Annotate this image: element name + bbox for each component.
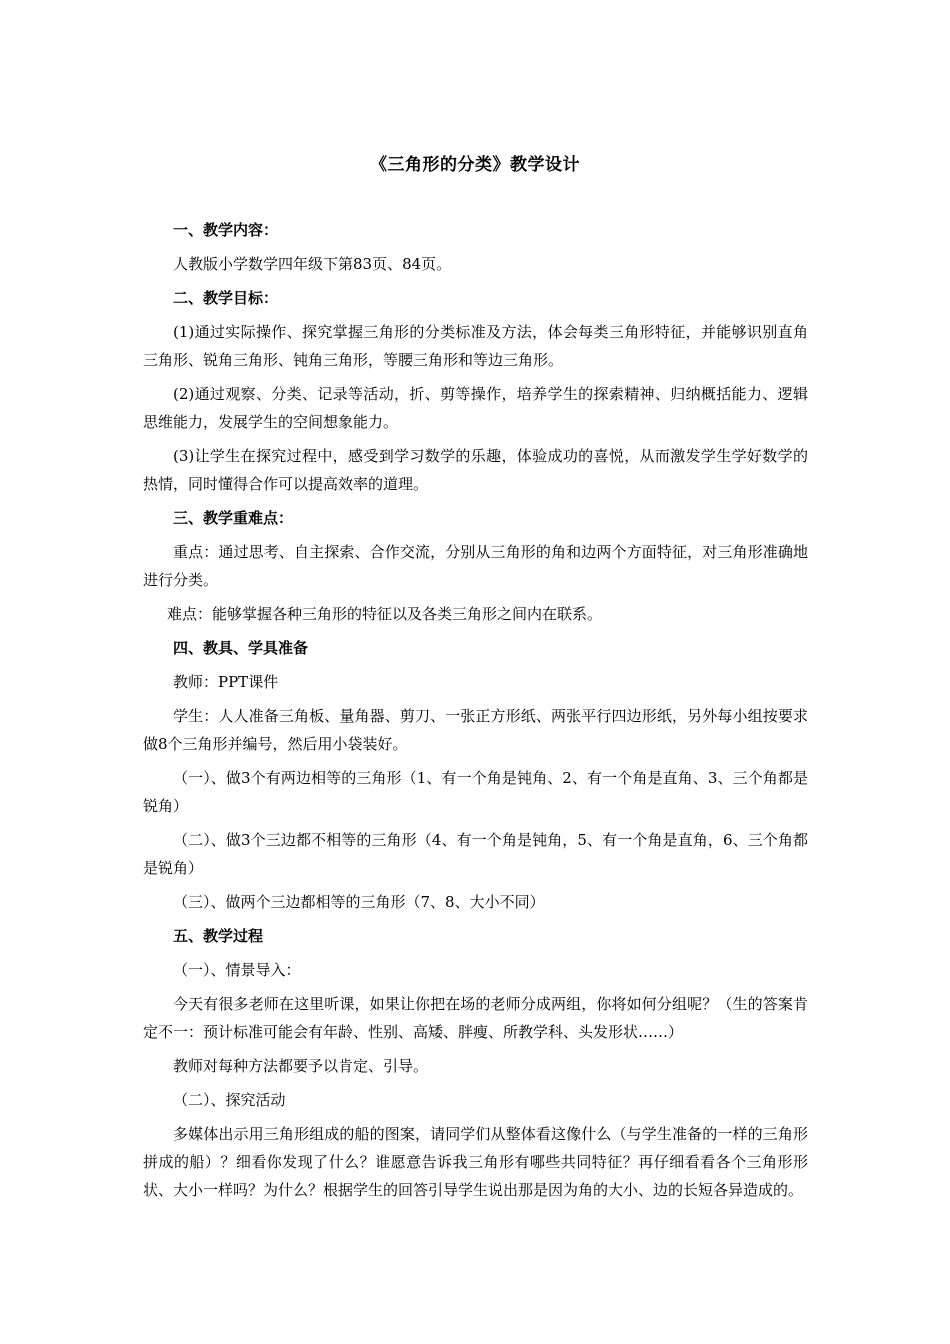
section-heading-content: 一、教学内容：	[173, 221, 279, 239]
page-title: 《三角形的分类》教学设计	[370, 155, 580, 175]
paragraph-task-1: （一）、做3个有两边相等的三角形（1、有一个角是钝角、2、有一个角是直角、3、三个角都是锐角）	[143, 769, 808, 815]
section-heading-key-points: 三、教学重难点：	[173, 509, 294, 527]
paragraph-activity-heading: （二）、探究活动	[173, 1091, 286, 1109]
paragraph-key-point: 重点：通过思考、自主探索、合作交流，分别从三角形的角和边两个方面特征，对三角形准确地进行分类。	[143, 543, 808, 589]
section-heading-goals: 二、教学目标：	[173, 289, 279, 307]
paragraph-task-2: （二）、做3个三边都不相等的三角形（4、有一个角是钝角，5、有一个角是直角，6、三个角都是锐角）	[143, 831, 808, 877]
section-heading-materials: 四、教具、学具准备	[173, 639, 309, 657]
paragraph-difficulty: 难点：能够掌握各种三角形的特征以及各类三角形之间内在联系。	[167, 605, 603, 623]
paragraph-teacher-materials: 教师：PPT课件	[173, 673, 279, 691]
paragraph-goal-2: (2)通过观察、分类、记录等活动，折、剪等操作，培养学生的探索精神、归纳概括能力、逻辑思维能力，发展学生的空间想象能力。	[143, 385, 808, 431]
paragraph-textbook: 人教版小学数学四年级下第83页、84页。	[173, 255, 452, 273]
document-body	[143, 216, 808, 1210]
paragraph-goal-3: (3)让学生在探究过程中，感受到学习数学的乐趣，体验成功的喜悦，从而激发学生学好数学的热情，同时懂得合作可以提高效率的道理。	[143, 447, 808, 493]
paragraph-task-3: （三）、做两个三边都相等的三角形（7、8、大小不同）	[173, 893, 545, 911]
paragraph-intro-heading: （一）、情景导入：	[173, 961, 301, 979]
section-heading-process: 五、教学过程	[173, 927, 264, 945]
paragraph-intro-question: 今天有很多老师在这里听课，如果让你把在场的老师分成两组，你将如何分组呢？（生的答案肯定不一：预计标准可能会有年龄、性别、高矮、胖瘦、所教学科、头发形状……）	[143, 995, 808, 1041]
paragraph-student-materials: 学生：人人准备三角板、量角器、剪刀、一张正方形纸、两张平行四边形纸，另外每小组按要求做8个三角形并编号，然后用小袋装好。	[143, 707, 808, 753]
paragraph-teacher-response: 教师对每种方法都要予以肯定、引导。	[173, 1057, 429, 1075]
paragraph-goal-1: (1)通过实际操作、探究掌握三角形的分类标准及方法，体会每类三角形特征，并能够识别直角三角形、锐角三角形、钝角三角形，等腰三角形和等边三角形。	[143, 323, 808, 369]
paragraph-activity-detail: 多媒体出示用三角形组成的船的图案，请同学们从整体看这像什么（与学生准备的一样的三角形拼成的船）？细看你发现了什么？谁愿意告诉我三角形有哪些共同特征？再仔细看看各个三角形形状、大小一样吗？为什么？根据学生的回答引导学生说出那是因为角的大小、边的长短各异造成的。	[143, 1125, 808, 1199]
